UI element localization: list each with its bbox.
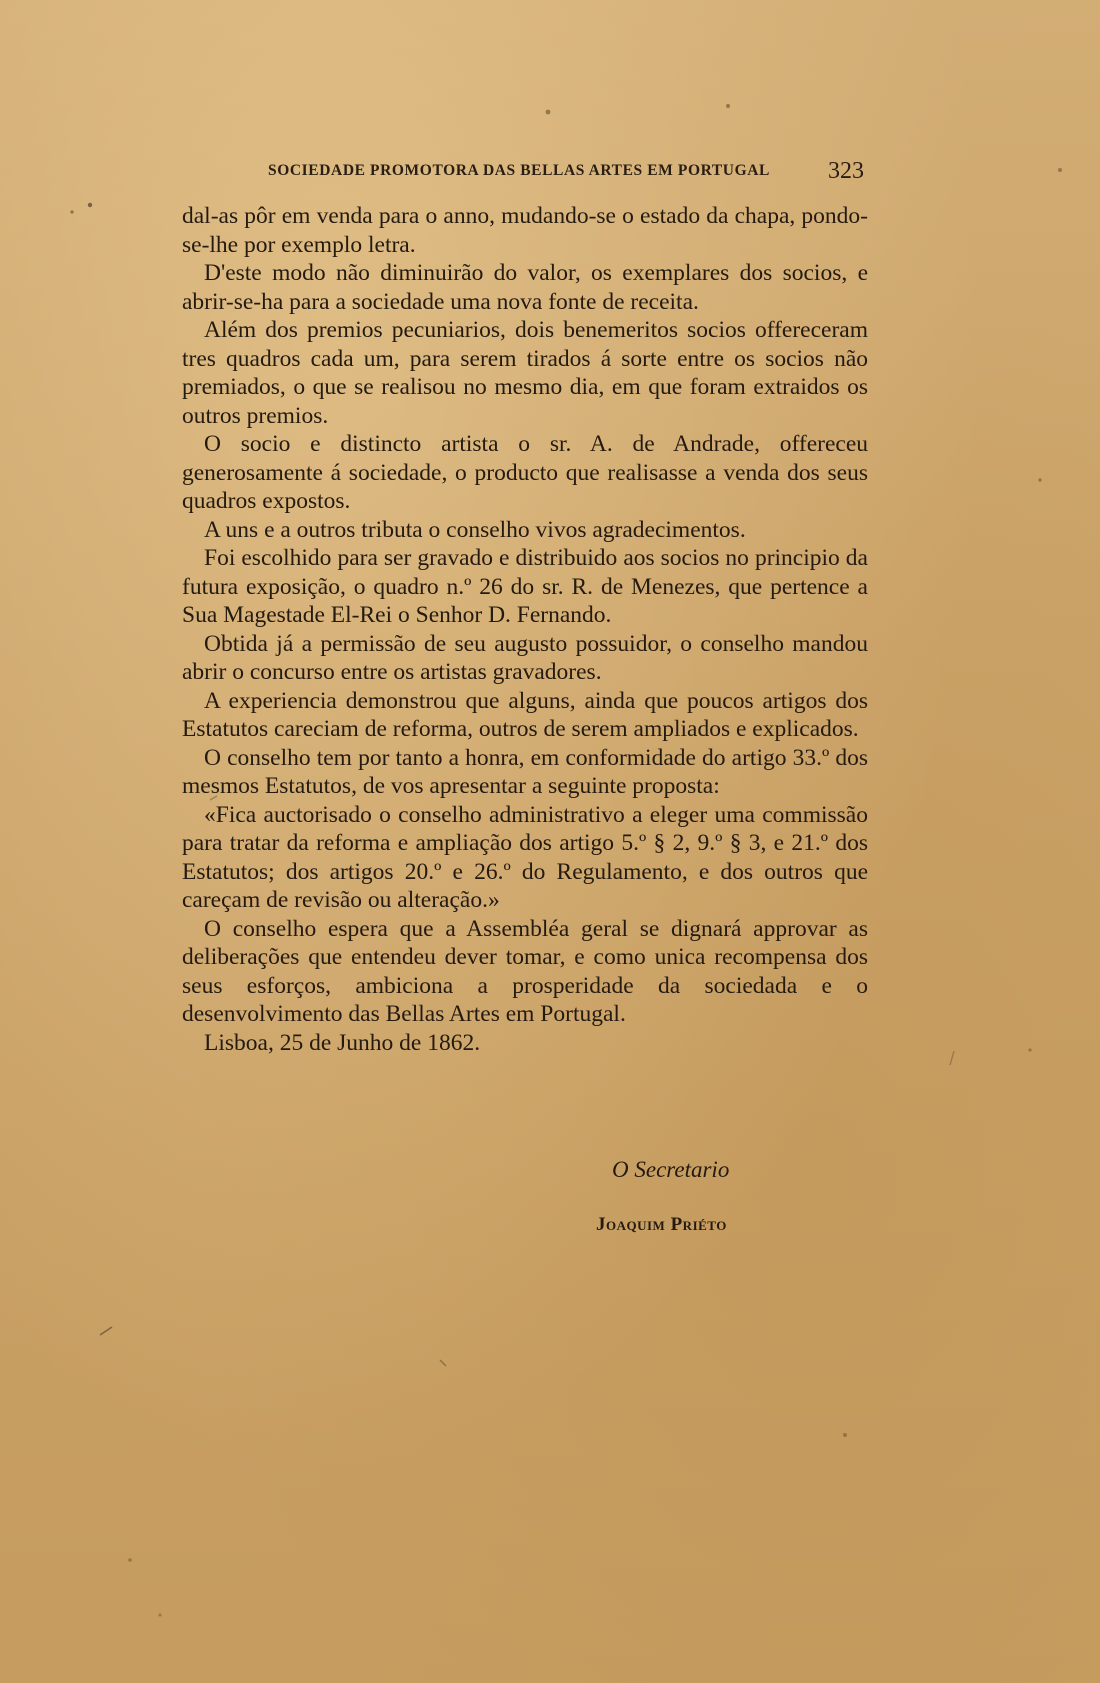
paragraph: A experiencia demonstrou que alguns, ainda que poucos artigos dos Estatutos careciam de reforma, outros de serem ampliados e explicados.	[182, 687, 868, 742]
signature-title: O Secretario	[612, 1157, 730, 1182]
dateline: Lisboa, 25 de Junho de 1862.	[204, 1029, 481, 1056]
paragraph: Obtida já a permissão de seu augusto possuidor, o conselho mandou abrir o concurso entre os artistas gravadores.	[182, 630, 868, 685]
proposal-quote: «Fica auctorisado o conselho administrativo a eleger uma commissão para tratar da reforma e ampliação dos artigo 5.º § 2, 9.º § 3, e 21.º dos Estatutos; dos artigos 20.º e 26.º do Regulamento, e dos outros que careçam de revisão ou alteração.»	[182, 801, 868, 913]
signature-name: Joaquim Priéto	[596, 1214, 727, 1235]
paragraph: O socio e distincto artista o sr. A. de Andrade, offereceu generosamente á sociedade, o producto que realisasse a venda dos seus quadros expostos.	[182, 431, 868, 514]
paragraph: Além dos premios pecuniarios, dois benemeritos socios offereceram tres quadros cada um, para serem tirados á sorte entre os socios não premiados, o que se realisou no mesmo dia, em que foram extraidos os outros premios.	[182, 317, 868, 429]
paragraph: D'este modo não diminuirão do valor, os exemplares dos socios, e abrir-se-ha para a sociedade uma nova fonte de receita.	[182, 260, 868, 315]
page-header	[0, 158, 1100, 188]
paragraph: A uns e a outros tributa o conselho vivos agradecimentos.	[204, 516, 746, 543]
body-text	[182, 202, 868, 1057]
paragraph: Foi escolhido para ser gravado e distribuido aos socios no principio da futura exposição, o quadro n.º 26 do sr. R. de Menezes, que pertence a Sua Magestade El-Rei o Senhor D. Fernando.	[182, 545, 868, 628]
paragraph: dal-as pôr em venda para o anno, mudando-se o estado da chapa, pondo-se-lhe por exemplo letra.	[182, 203, 868, 258]
running-head: SOCIEDADE PROMOTORA DAS BELLAS ARTES EM PORTUGAL	[268, 162, 770, 179]
paragraph: O conselho tem por tanto a honra, em conformidade do artigo 33.º dos mesmos Estatutos, de vos apresentar a seguinte proposta:	[182, 744, 868, 799]
page-number: 323	[828, 158, 864, 184]
paragraph: O conselho espera que a Assembléa geral se dignará approvar as deliberações que entendeu dever tomar, e como unica recompensa dos seus esforços, ambiciona a prosperidade da sociedada e o desenvolvimento das Bellas Artes em Portugal.	[182, 915, 868, 1027]
